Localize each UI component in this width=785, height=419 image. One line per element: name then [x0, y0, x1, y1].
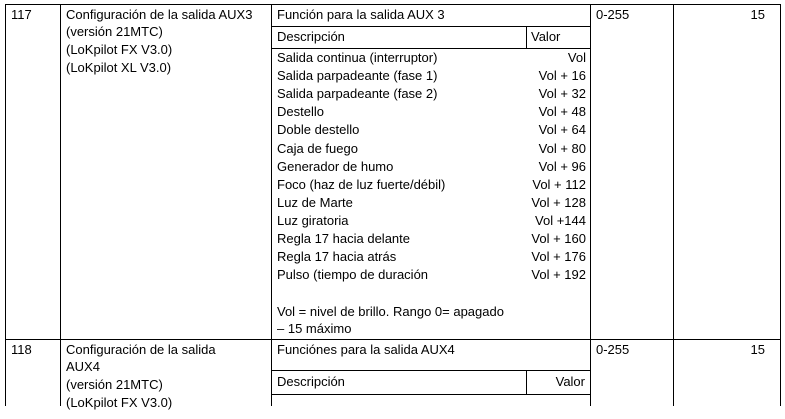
function-item-desc: Luz de Marte — [277, 194, 353, 210]
cv-number: 118 — [11, 342, 32, 357]
default-value: 15 — [750, 7, 765, 22]
note-line: – 15 máximo — [277, 321, 352, 336]
function-item-desc: Doble destello — [277, 122, 360, 138]
function-item-value: Vol + 80 — [538, 140, 586, 156]
function-item-desc: Salida continua (interruptor) — [277, 50, 438, 65]
inner-col-header-val: Valor — [531, 29, 561, 44]
inner-col-header-desc: Descripción — [277, 374, 345, 389]
function-item-desc: Salida parpadeante (fase 1) — [277, 68, 438, 84]
note-line: Vol = nivel de brillo. Rango 0= apagado — [277, 304, 504, 319]
function-item-desc: Luz giratoria — [277, 212, 349, 228]
cv-number: 117 — [11, 7, 32, 22]
inner-col-divider — [526, 370, 527, 395]
cv-name-line: (LoKpilot FX V3.0) — [66, 42, 173, 57]
cv-name-line: (LoKpilot XL V3.0) — [66, 60, 172, 75]
value-range: 0-255 — [596, 7, 630, 22]
function-item-desc: Generador de humo — [277, 158, 394, 174]
col-border-name — [271, 4, 272, 406]
function-item-value: Vol + 192 — [531, 267, 586, 283]
function-item-desc: Regla 17 hacia delante — [277, 231, 410, 246]
function-item-value: Vol + 96 — [538, 158, 586, 174]
row-118-top-border — [5, 339, 781, 340]
function-item-desc: Foco (haz de luz fuerte/débil) — [277, 176, 446, 192]
function-item-value: Vol + 32 — [538, 86, 586, 102]
function-item-value: Vol +144 — [535, 212, 586, 228]
function-item-value: Vol + 128 — [531, 194, 586, 210]
function-item-value: Vol + 160 — [531, 231, 586, 246]
value-range: 0-255 — [596, 342, 630, 357]
function-item-value: Vol + 112 — [532, 176, 586, 192]
function-item-value: Vol + 16 — [538, 68, 586, 84]
inner-col-divider — [526, 26, 527, 49]
inner-col-header-desc: Descripción — [277, 29, 345, 44]
function-item-desc: Regla 17 hacia atrás — [277, 249, 397, 265]
cv-name-line: Configuración de la salida AUX3 — [66, 7, 253, 22]
cv-name-line: (versión 21MTC) — [66, 24, 163, 39]
function-title: Función para la salida AUX 3 — [277, 7, 445, 22]
inner-col-header-val: Valor — [555, 374, 585, 389]
row-117-top-border — [5, 4, 781, 5]
cv-name-line: Configuración de la salida — [66, 342, 216, 357]
default-value: 15 — [750, 342, 765, 357]
function-item-desc: Destello — [277, 104, 324, 120]
col-border-range — [673, 4, 674, 406]
function-item-desc: Caja de fuego — [277, 140, 358, 156]
function-item-value: Vol + 64 — [538, 122, 586, 138]
function-item-desc: Salida parpadeante (fase 2) — [277, 86, 438, 102]
cv-name-line: AUX4 — [66, 359, 100, 374]
function-item-value: Vol — [567, 50, 586, 65]
col-border-left — [5, 4, 6, 406]
cv-name-line: (versión 21MTC) — [66, 377, 163, 392]
function-item-desc: Pulso (tiempo de duración — [277, 267, 429, 283]
col-border-right — [780, 4, 781, 406]
col-border-function — [590, 4, 591, 406]
function-item-value: Vol + 176 — [531, 249, 586, 265]
col-border-cv — [60, 4, 61, 406]
function-title: Funciónes para la salida AUX4 — [277, 342, 455, 357]
cv-name-line: (LoKpilot FX V3.0) — [66, 395, 173, 410]
function-item-value: Vol + 48 — [538, 104, 586, 120]
